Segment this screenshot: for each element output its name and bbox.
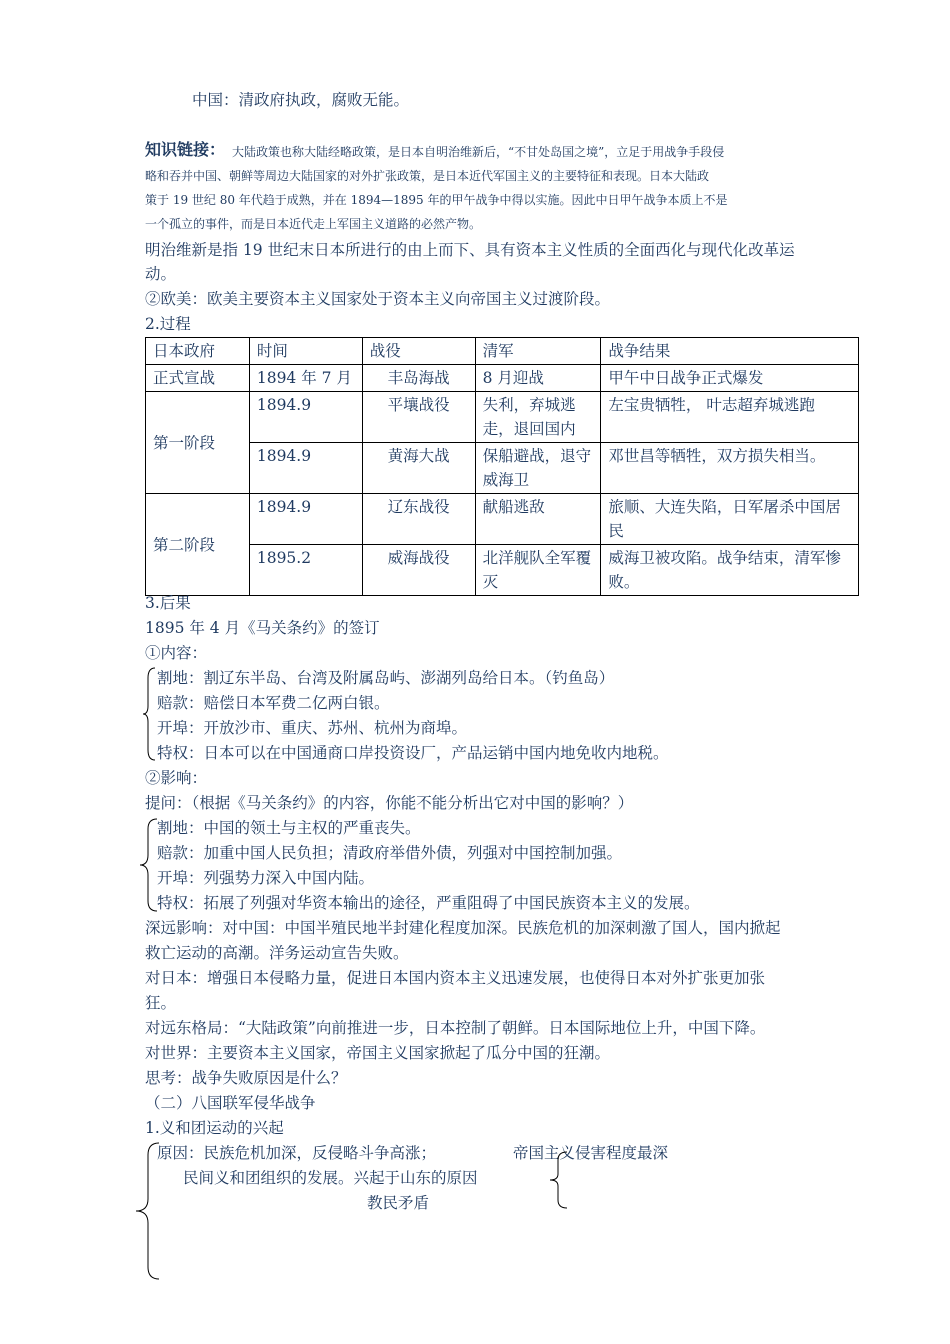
content-item: 开埠：开放沙市、重庆、苏州、杭州为商埠。 <box>157 719 468 737</box>
impact-heading: ②影响： <box>145 769 208 787</box>
impact-item: 赔款：加重中国人民负担；清政府举借外债，列强对中国控制加强。 <box>157 844 623 862</box>
table-row <box>146 392 859 443</box>
table-cell: 北洋舰队全军覆灭 <box>475 545 601 596</box>
table-row <box>146 494 859 545</box>
table-cell: 辽东战役 <box>362 494 475 545</box>
think-question: 思考：战争失败原因是什么？ <box>145 1069 347 1087</box>
knowledge-line-4: 一个孤立的事件，而是日本近代走上军国主义道路的必然产物。 <box>145 217 482 231</box>
knowledge-line-2: 略和吞并中国、朝鲜等周边大陆国家的对外扩张政策，是日本近代军国主义的主要特征和表现。日本大陆政 <box>145 169 710 183</box>
impact-item: 特权：拓展了列强对华资本输出的途径，严重阻碍了中国民族资本主义的发展。 <box>157 894 700 912</box>
knowledge-line-1: 大陆政策也称大陆经略政策，是日本自明治维新后，“不甘处岛国之境”，立足于用战争手段侵 <box>232 145 725 159</box>
shandong-brace-icon <box>546 1150 568 1210</box>
table-cell: 1894.9 <box>249 443 362 494</box>
japan-impact-line-1: 对日本：增强日本侵略力量，促进日本国内资本主义迅速发展，也使得日本对外扩张更加张 <box>145 969 766 987</box>
content-brace-icon <box>142 666 156 762</box>
header-cell: 日本政府 <box>146 338 250 365</box>
header-cell: 时间 <box>249 338 362 365</box>
table-cell: 1895.2 <box>249 545 362 596</box>
knowledge-line-3: 策于 19 世纪 80 年代趋于成熟，并在 1894—1895 年的甲午战争中得以实施。因此中日甲午战争本质上不是 <box>145 193 728 207</box>
boxer-organization: 民间义和团组织的发展。兴起于山东的原因 <box>183 1169 478 1187</box>
table-row <box>146 545 859 596</box>
table-row <box>146 443 859 494</box>
meiji-line-2: 动。 <box>145 265 177 283</box>
meiji-line-1: 明治维新是指 19 世纪末日本所进行的由上而下、具有资本主义性质的全面西化与现代化改革运 <box>145 241 795 259</box>
table-cell: 失利，弃城逃走，退回国内 <box>475 392 601 443</box>
table-header-row <box>146 338 859 365</box>
europe-line: ②欧美：欧美主要资本主义国家处于资本主义向帝国主义过渡阶段。 <box>145 290 611 308</box>
table-cell: 旅顺、大连失陷，日军屠杀中国居民 <box>601 494 859 545</box>
table-cell: 左宝贵牺牲， 叶志超弃城逃跑 <box>601 392 859 443</box>
china-intro: 中国：清政府执政，腐败无能。 <box>192 91 410 109</box>
table-cell: 甲午中日战争正式爆发 <box>601 365 859 392</box>
table-row <box>146 365 859 392</box>
table-cell: 丰岛海战 <box>362 365 475 392</box>
table-cell: 8 月迎战 <box>475 365 601 392</box>
result-heading: 3.后果 <box>145 594 191 612</box>
table-cell: 黄海大战 <box>362 443 475 494</box>
table-cell: 平壤战役 <box>362 392 475 443</box>
table-cell: 正式宣战 <box>146 365 250 392</box>
table-cell: 威海卫被攻陷。战争结束，清军惨败。 <box>601 545 859 596</box>
table-cell: 保船避战，退守威海卫 <box>475 443 601 494</box>
header-cell: 战争结果 <box>601 338 859 365</box>
stage-2-cell: 第二阶段 <box>146 494 250 596</box>
content-item: 赔款：赔偿日本军费二亿两白银。 <box>157 694 390 712</box>
treaty-line: 1895 年 4 月《马关条约》的签订 <box>145 619 380 637</box>
content-item: 割地：割辽东半岛、台湾及附属岛屿、澎湖列岛给日本。（钓鱼岛） <box>157 669 615 687</box>
impact-item: 割地：中国的领土与主权的严重丧失。 <box>157 819 421 837</box>
imperialism-deepest: 帝国主义侵害程度最深 <box>513 1144 669 1162</box>
table-cell: 邓世昌等牺牲，双方损失相当。 <box>601 443 859 494</box>
church-conflict: 教民矛盾 <box>367 1194 430 1212</box>
table-cell: 1894.9 <box>249 392 362 443</box>
stage-1-cell: 第一阶段 <box>146 392 250 494</box>
table-cell: 1894 年 7 月 <box>249 365 362 392</box>
impact-brace-icon <box>138 817 158 913</box>
table-cell: 1894.9 <box>249 494 362 545</box>
world-impact-line: 对世界：主要资本主义国家，帝国主义国家掀起了瓜分中国的狂潮。 <box>145 1044 611 1062</box>
far-impact-line-1: 深远影响：对中国：中国半殖民地半封建化程度加深。民族危机的加深刺激了国人，国内掀起 <box>145 919 781 937</box>
content-item: 特权：日本可以在中国通商口岸投资设厂，产品运销中国内地免收内地税。 <box>157 744 669 762</box>
table-cell: 献船逃敌 <box>475 494 601 545</box>
table-cell: 威海战役 <box>362 545 475 596</box>
japan-impact-line-2: 狂。 <box>145 994 177 1012</box>
fareast-impact-line: 对远东格局：“大陆政策”向前推进一步，日本控制了朝鲜。日本国际地位上升，中国下降。 <box>145 1019 766 1037</box>
process-table <box>145 337 859 596</box>
header-cell: 战役 <box>362 338 475 365</box>
boxer-cause: 原因：民族危机加深，反侵略斗争高涨； <box>157 1144 437 1162</box>
impact-question: 提问：（根据《马关条约》的内容，你能不能分析出它对中国的影响？） <box>145 794 634 812</box>
content-heading: ①内容： <box>145 644 208 662</box>
knowledge-link-title <box>145 138 225 162</box>
section-two-heading: （二）八国联军侵华战争 <box>145 1094 316 1112</box>
knowledge-link-label: 知识链接： <box>145 140 226 159</box>
impact-item: 开埠：列强势力深入中国内陆。 <box>157 869 375 887</box>
header-cell: 清军 <box>475 338 601 365</box>
boxer-heading: 1.义和团运动的兴起 <box>145 1119 284 1137</box>
far-impact-line-2: 救亡运动的高潮。洋务运动宣告失败。 <box>145 944 409 962</box>
process-heading: 2.过程 <box>145 315 191 333</box>
